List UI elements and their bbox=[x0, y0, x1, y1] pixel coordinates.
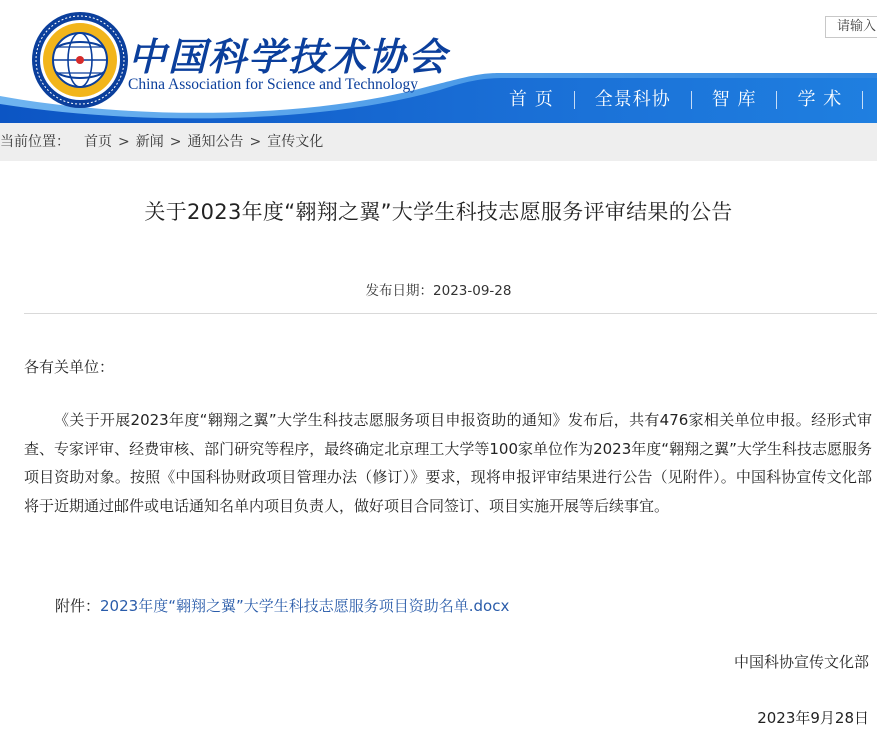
breadcrumb-item-home[interactable]: 首页 bbox=[84, 134, 112, 150]
publish-date-value: 2023-09-28 bbox=[433, 283, 512, 299]
breadcrumb bbox=[0, 123, 877, 161]
nav-item-home[interactable]: 首 页 bbox=[509, 89, 554, 110]
attachment-label: 附件： bbox=[55, 597, 101, 615]
breadcrumb-label: 当前位置： bbox=[0, 134, 70, 150]
logo-chinese-name: 中国科学技术协会 bbox=[128, 34, 449, 79]
main-nav bbox=[489, 85, 863, 115]
publish-date bbox=[0, 279, 877, 299]
breadcrumb-item-news[interactable]: 新闻 bbox=[135, 134, 164, 150]
signature-date: 2023年9月28日 bbox=[757, 709, 869, 727]
nav-separator bbox=[862, 91, 863, 109]
nav-item-academic[interactable]: 学 术 bbox=[797, 89, 843, 110]
attachment-link[interactable]: 2023年度“翱翔之翼”大学生科技志愿服务项目资助名单.docx bbox=[100, 597, 510, 615]
article-title: 关于2023年度“翱翔之翼”大学生科技志愿服务评审结果的公告 bbox=[144, 200, 733, 224]
title-divider bbox=[24, 313, 877, 314]
site-logo[interactable] bbox=[30, 10, 449, 110]
breadcrumb-item-notices[interactable]: 通知公告 bbox=[187, 134, 244, 150]
logo-english-name: China Association for Science and Technology bbox=[128, 76, 419, 93]
signature-organization: 中国科协宣传文化部 bbox=[733, 653, 869, 671]
attachment bbox=[55, 595, 509, 616]
search-input[interactable]: 请输入 bbox=[825, 16, 877, 38]
breadcrumb-separator: > bbox=[118, 134, 130, 150]
breadcrumb-separator: > bbox=[249, 134, 262, 150]
breadcrumb-item-publicity[interactable]: 宣传文化 bbox=[267, 134, 324, 150]
cast-emblem-icon bbox=[30, 10, 130, 110]
article-body: 《关于开展2023年度“翱翔之翼”大学生科技志愿服务项目申报资助的通知》发布后，共有476家相关单位申报。经形式审查、专家评审、经费审核、部门研究等程序，最终确定北京理工大学等100家单位作为2023年度“翱翔之翼”大学生科技志愿服务项目资助对象。按照《中国科协财政项目管理办法（修订）》要求，现将申报评审结果进行公告（见附件）。中国科协宣传文化部将于近期通过邮件或电话通知名单内项目负责人，做好项目合同签订、项目实施开展等后续事宜。 bbox=[24, 411, 872, 515]
nav-item-panorama[interactable]: 全景科协 bbox=[594, 89, 671, 110]
site-header bbox=[0, 0, 877, 123]
publish-date-label: 发布日期： bbox=[365, 283, 434, 299]
article-salutation: 各有关单位： bbox=[24, 358, 115, 376]
breadcrumb-trail bbox=[84, 123, 323, 161]
nav-item-think-tank[interactable]: 智 库 bbox=[711, 89, 757, 110]
breadcrumb-separator: > bbox=[169, 134, 182, 150]
